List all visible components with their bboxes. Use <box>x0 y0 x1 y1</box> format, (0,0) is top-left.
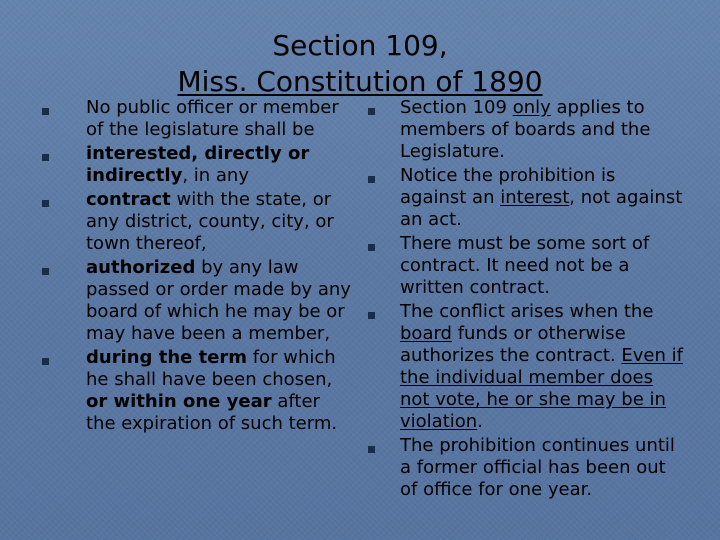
bullet-underlined-text: interest <box>500 187 570 208</box>
square-bullet-icon <box>42 268 49 275</box>
left-bullet-5 <box>42 347 352 435</box>
square-bullet-icon <box>42 358 49 365</box>
right-bullet-5 <box>368 435 683 501</box>
bullet-text: for which he shall have been chosen, <box>86 347 336 390</box>
bullet-underlined-text: only <box>512 97 551 118</box>
bullet-bold-text: authorized <box>86 257 196 278</box>
slide-title <box>0 28 720 100</box>
bullet-text: Notice the prohibition is against an <box>400 165 616 208</box>
bullet-text: No public officer or member of the legislature shall be <box>86 97 339 140</box>
square-bullet-icon <box>42 154 49 161</box>
bullet-text: with the state, or any district, county, city, or town thereof, <box>86 189 334 254</box>
left-bullet-3 <box>42 189 352 255</box>
bullet-underlined-text: board <box>400 323 452 344</box>
bullet-text-end: applies to members of boards and the Legislature. <box>400 97 651 162</box>
bullet-text: by any law passed or order made by any board of which he may be or may have been a member, <box>86 257 351 344</box>
square-bullet-icon <box>368 446 375 453</box>
bullet-text-end: , not against an act. <box>400 187 683 230</box>
square-bullet-icon <box>368 244 375 251</box>
bullet-text: The conflict arises when the <box>400 301 654 322</box>
title-line-1: Section 109, <box>272 29 448 62</box>
bullet-text: The prohibition continues until a former official has been out of office for one year. <box>400 435 675 500</box>
bullet-underlined-text-2: Even if the individual member does not vote, he or she may be in violation <box>400 345 683 432</box>
right-bullet-1 <box>368 97 683 163</box>
right-bullet-4 <box>368 301 683 433</box>
right-bullet-3 <box>368 233 683 299</box>
bullet-bold-text-2: or within one year <box>86 391 272 412</box>
left-bullet-list <box>42 97 352 437</box>
title-line-2: Miss. Constitution of 1890 <box>177 65 543 98</box>
square-bullet-icon <box>42 200 49 207</box>
bullet-bold-text: interested, directly or indirectly <box>86 143 310 186</box>
square-bullet-icon <box>368 312 375 319</box>
bullet-bold-text: contract <box>86 189 171 210</box>
right-bullet-2 <box>368 165 683 231</box>
right-bullet-list <box>368 97 683 503</box>
square-bullet-icon <box>368 108 375 115</box>
bullet-text: Section 109 <box>400 97 513 118</box>
bullet-text-end: after the expiration of such term. <box>86 391 338 434</box>
bullet-text-mid: funds or otherwise authorizes the contract. <box>400 323 626 366</box>
bullet-bold-text: during the term <box>86 347 248 368</box>
bullet-text: , in any <box>182 165 249 186</box>
bullet-text-end: . <box>477 411 483 432</box>
square-bullet-icon <box>42 108 49 115</box>
bullet-text: There must be some sort of contract. It need not be a written contract. <box>400 233 650 298</box>
left-bullet-1 <box>42 97 352 141</box>
square-bullet-icon <box>368 176 375 183</box>
left-bullet-4 <box>42 257 352 345</box>
left-bullet-2 <box>42 143 352 187</box>
